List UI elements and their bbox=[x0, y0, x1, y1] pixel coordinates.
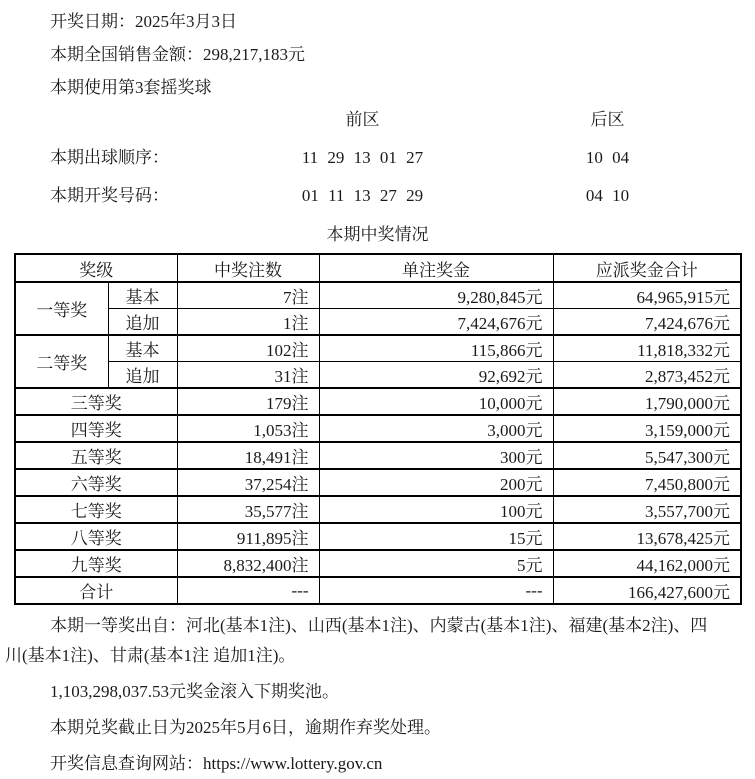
bet-count-cell: 1,053注 bbox=[177, 415, 319, 442]
table-row bbox=[15, 469, 741, 496]
table-row bbox=[15, 335, 741, 362]
prize-table bbox=[14, 253, 742, 605]
total-prize-cell: 7,450,800元 bbox=[553, 469, 741, 496]
total-prize-cell: 166,427,600元 bbox=[553, 577, 741, 604]
bet-count-cell: 179注 bbox=[177, 388, 319, 415]
table-row bbox=[15, 550, 741, 577]
table-row bbox=[15, 496, 741, 523]
single-prize-cell: 10,000元 bbox=[319, 388, 553, 415]
single-prize-cell: 200元 bbox=[319, 469, 553, 496]
winning-numbers-label: 本期开奖号码： bbox=[50, 186, 169, 205]
total-prize-cell: 1,790,000元 bbox=[553, 388, 741, 415]
table-row bbox=[15, 282, 741, 309]
table-row bbox=[15, 362, 741, 389]
prize-level-cell: 八等奖 bbox=[15, 523, 177, 550]
single-prize-cell: 92,692元 bbox=[319, 362, 553, 389]
front-zone-header: 前区 bbox=[345, 110, 380, 129]
single-prize-cell: 9,280,845元 bbox=[319, 282, 553, 309]
prize-level-cell: 九等奖 bbox=[15, 550, 177, 577]
total-prize-cell: 5,547,300元 bbox=[553, 442, 741, 469]
total-prize-cell: 11,818,332元 bbox=[553, 335, 741, 362]
total-prize-cell: 3,557,700元 bbox=[553, 496, 741, 523]
prize-sub-cell: 追加 bbox=[108, 362, 177, 389]
single-prize-cell: 7,424,676元 bbox=[319, 309, 553, 336]
table-row bbox=[15, 309, 741, 336]
single-prize-cell: 5元 bbox=[319, 550, 553, 577]
table-row bbox=[15, 442, 741, 469]
ball-order-back-numbers: 10 04 bbox=[585, 148, 630, 167]
table-row-total bbox=[15, 577, 741, 604]
rollover-line: 1,103,298,037.53元奖金滚入下期奖池。 bbox=[50, 682, 339, 701]
prize-level-cell: 五等奖 bbox=[15, 442, 177, 469]
winning-front-numbers: 01 11 13 27 29 bbox=[301, 186, 424, 205]
ball-order-front-numbers: 11 29 13 01 27 bbox=[301, 148, 424, 167]
bet-count-cell: --- bbox=[177, 577, 319, 604]
single-prize-cell: 100元 bbox=[319, 496, 553, 523]
bet-count-cell: 37,254注 bbox=[177, 469, 319, 496]
draw-numbers-section bbox=[0, 110, 755, 224]
redeem-deadline-line: 本期兑奖截止日为2025年5月6日，逾期作弃奖处理。 bbox=[50, 718, 441, 737]
footer-notes bbox=[0, 611, 755, 779]
col-header-total-prize: 应派奖金合计 bbox=[553, 254, 741, 282]
col-header-winning-bets: 中奖注数 bbox=[177, 254, 319, 282]
prize-level-cell: 一等奖 bbox=[15, 282, 108, 335]
bet-count-cell: 8,832,400注 bbox=[177, 550, 319, 577]
total-prize-cell: 64,965,915元 bbox=[553, 282, 741, 309]
table-row bbox=[15, 415, 741, 442]
single-prize-cell: 3,000元 bbox=[319, 415, 553, 442]
total-prize-cell: 44,162,000元 bbox=[553, 550, 741, 577]
bet-count-cell: 102注 bbox=[177, 335, 319, 362]
total-prize-cell: 3,159,000元 bbox=[553, 415, 741, 442]
national-sales-line: 本期全国销售金额：298,217,183元 bbox=[50, 45, 305, 64]
first-prize-origin-line: 本期一等奖出自：河北(基本1注)、山西(基本1注)、内蒙古(基本1注)、福建(基本2注)、四川(基本1注)、甘肃(基本1注 追加1注)。 bbox=[5, 616, 708, 665]
draw-date-line: 开奖日期：2025年3月3日 bbox=[50, 12, 237, 31]
prize-sub-cell: 基本 bbox=[108, 335, 177, 362]
bet-count-cell: 18,491注 bbox=[177, 442, 319, 469]
prize-level-cell: 合计 bbox=[15, 577, 177, 604]
total-prize-cell: 2,873,452元 bbox=[553, 362, 741, 389]
table-row bbox=[15, 523, 741, 550]
website-line: 开奖信息查询网站：https://www.lottery.gov.cn bbox=[50, 754, 383, 773]
ball-set-line: 本期使用第3套摇奖球 bbox=[50, 78, 212, 97]
prize-table-header-row bbox=[15, 254, 741, 282]
prize-level-cell: 三等奖 bbox=[15, 388, 177, 415]
bet-count-cell: 911,895注 bbox=[177, 523, 319, 550]
total-prize-cell: 13,678,425元 bbox=[553, 523, 741, 550]
winning-back-numbers: 04 10 bbox=[585, 186, 630, 205]
col-header-single-prize: 单注奖金 bbox=[319, 254, 553, 282]
back-zone-header: 后区 bbox=[590, 110, 625, 129]
total-prize-cell: 7,424,676元 bbox=[553, 309, 741, 336]
prize-level-cell: 四等奖 bbox=[15, 415, 177, 442]
prize-sub-cell: 追加 bbox=[108, 309, 177, 336]
bet-count-cell: 35,577注 bbox=[177, 496, 319, 523]
single-prize-cell: 300元 bbox=[319, 442, 553, 469]
bet-count-cell: 1注 bbox=[177, 309, 319, 336]
bet-count-cell: 31注 bbox=[177, 362, 319, 389]
prize-sub-cell: 基本 bbox=[108, 282, 177, 309]
prize-level-cell: 二等奖 bbox=[15, 335, 108, 388]
ball-order-label: 本期出球顺序： bbox=[50, 148, 169, 167]
single-prize-cell: --- bbox=[319, 577, 553, 604]
col-header-prize-level: 奖级 bbox=[15, 254, 177, 282]
single-prize-cell: 15元 bbox=[319, 523, 553, 550]
table-row bbox=[15, 388, 741, 415]
prize-level-cell: 六等奖 bbox=[15, 469, 177, 496]
prize-level-cell: 七等奖 bbox=[15, 496, 177, 523]
prize-table-title: 本期中奖情况 bbox=[326, 225, 429, 244]
bet-count-cell: 7注 bbox=[177, 282, 319, 309]
single-prize-cell: 115,866元 bbox=[319, 335, 553, 362]
